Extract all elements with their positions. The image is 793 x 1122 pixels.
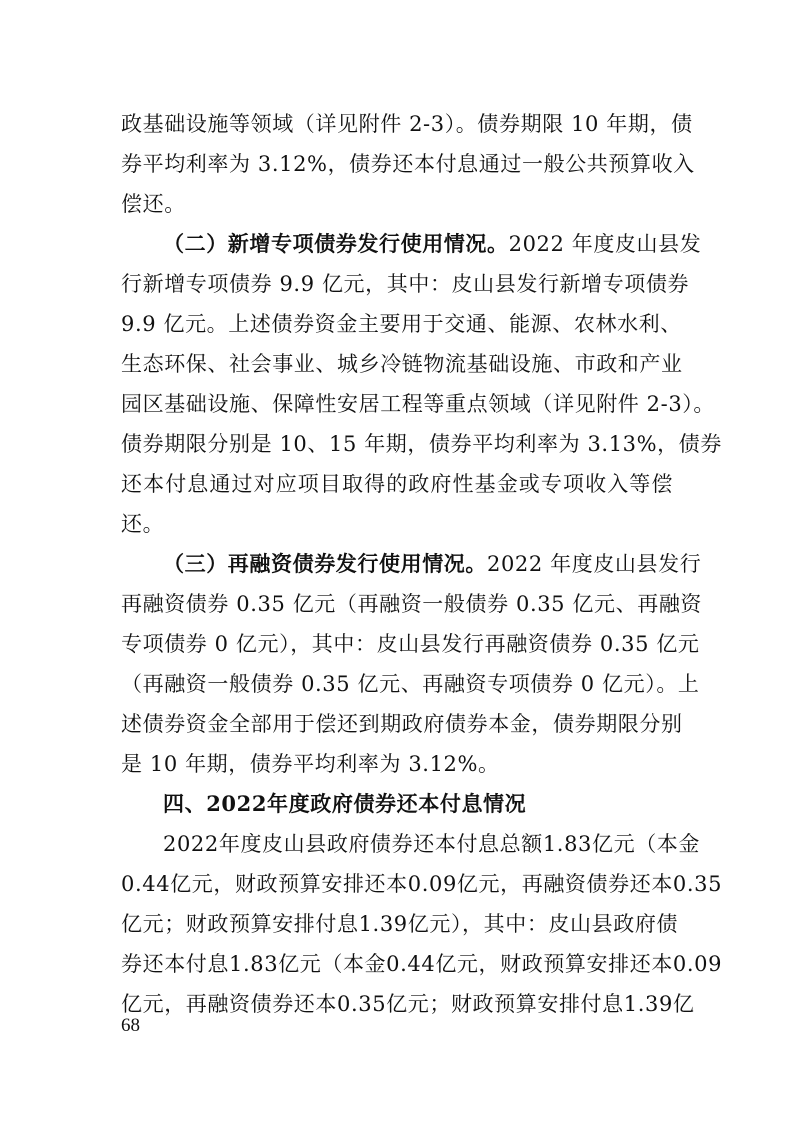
- body-line: 9.9 亿元。上述债券资金主要用于交通、能源、农林水利、: [121, 312, 682, 336]
- body-line: 券还本付息1.83亿元（本金0.44亿元，财政预算安排还本0.09: [121, 952, 723, 976]
- section-heading-4: 四、2022年度政府债券还本付息情况: [163, 791, 527, 816]
- body-line: 生态环保、社会事业、城乡冷链物流基础设施、市政和产业: [121, 352, 683, 376]
- body-line: 行新增专项债券 9.9 亿元，其中：皮山县发行新增专项债券: [121, 272, 690, 296]
- section-heading-3: （三）再融资债券发行使用情况。: [163, 551, 487, 576]
- body-line: 是 10 年期，债券平均利率为 3.12%。: [121, 752, 500, 776]
- body-line: 还本付息通过对应项目取得的政府性基金或专项收入等偿: [121, 472, 673, 496]
- body-text: 2022 年度皮山县发行: [487, 552, 702, 576]
- paragraph-line: 2022年度皮山县政府债券还本付息总额1.83亿元（本金: [163, 832, 700, 856]
- body-line: 述债券资金全部用于偿还到期政府债券本金，债券期限分别: [121, 712, 683, 736]
- body-line: （再融资一般债券 0.35 亿元、再融资专项债券 0 亿元）。上: [121, 672, 700, 696]
- body-line: 偿还。: [121, 192, 186, 216]
- section-heading-2: （二）新增专项债券发行使用情况。: [163, 231, 509, 256]
- body-line: 政基础设施等领域（详见附件 2-3）。债券期限 10 年期，债: [121, 112, 693, 136]
- paragraph-line: [163, 230, 702, 258]
- body-line: 再融资债券 0.35 亿元（再融资一般债券 0.35 亿元、再融资: [121, 592, 703, 616]
- body-line: 亿元；财政预算安排付息1.39亿元），其中：皮山县政府债: [121, 912, 679, 936]
- body-line: 园区基础设施、保障性安居工程等重点领域（详见附件 2-3）。: [121, 392, 715, 416]
- body-line: 券平均利率为 3.12%，债券还本付息通过一般公共预算收入: [121, 152, 695, 176]
- body-line: 0.44亿元，财政预算安排还本0.09亿元，再融资债券还本0.35: [121, 872, 723, 896]
- page-number: 68: [121, 1015, 140, 1036]
- body-text: 2022 年度皮山县发: [508, 232, 702, 256]
- body-line: 债券期限分别是 10、15 年期，债券平均利率为 3.13%，债券: [121, 432, 722, 456]
- body-line: 还。: [121, 512, 165, 536]
- body-line: 专项债券 0 亿元），其中：皮山县发行再融资债券 0.35 亿元: [121, 632, 700, 656]
- body-line: 亿元，再融资债券还本0.35亿元；财政预算安排付息1.39亿: [121, 992, 695, 1016]
- paragraph-line: [163, 550, 702, 578]
